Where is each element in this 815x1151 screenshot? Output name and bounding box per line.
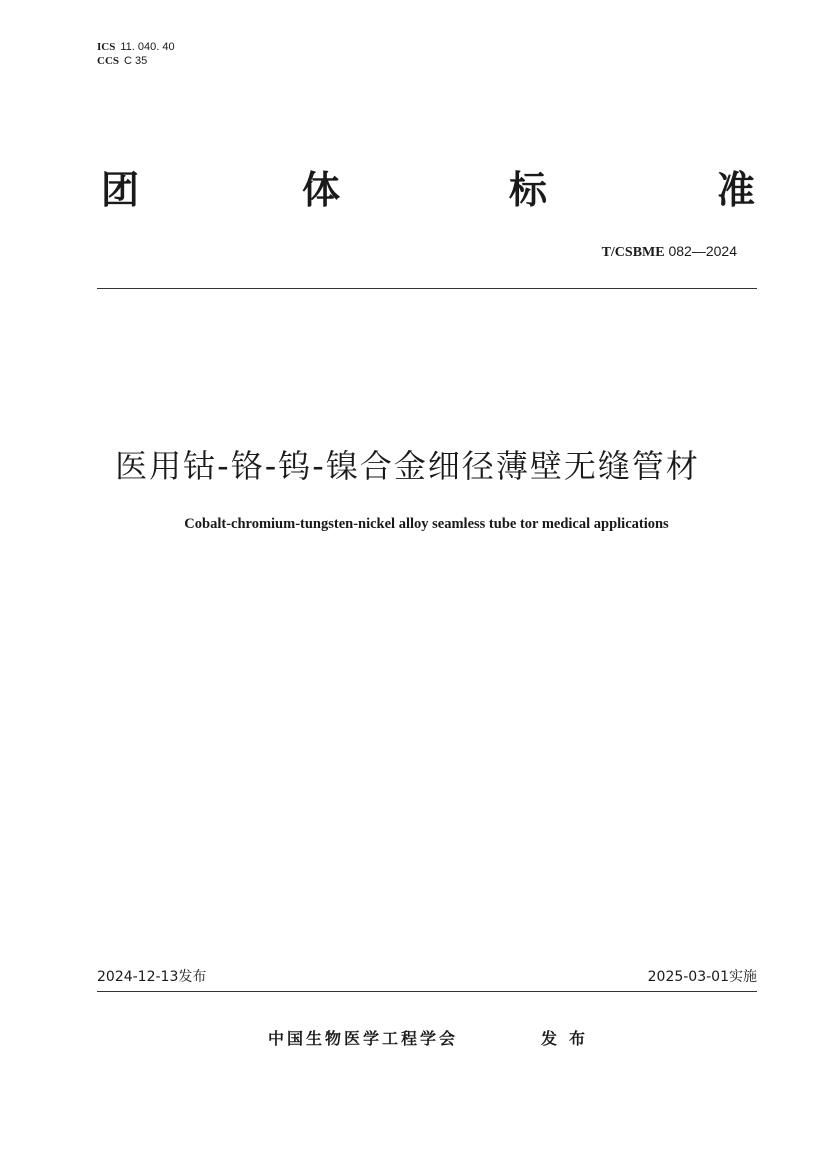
classification-codes — [97, 40, 175, 68]
doc-type-char: 准 — [717, 168, 756, 212]
footer-divider — [97, 991, 757, 992]
publish-action: 发布 — [541, 1029, 598, 1048]
release-date: 2024-12-13发布 — [97, 969, 207, 985]
doc-type-char: 团 — [101, 168, 140, 212]
standard-number: T/CSBME 082—2024 — [601, 243, 737, 260]
document-type-heading — [97, 166, 757, 216]
publisher-name: 中国生物医学工程学会 — [268, 1029, 459, 1048]
ics-code: ICS 11. 040. 40 — [97, 41, 175, 53]
header-divider — [97, 288, 757, 289]
ccs-code: CCS C 35 — [97, 55, 148, 67]
effective-date: 2025-03-01实施 — [647, 969, 757, 985]
title-chinese: 医用钴-铬-钨-镍合金细径薄壁无缝管材 — [115, 447, 700, 485]
title-english: Cobalt-chromium-tungsten-nickel alloy seamless tube tor medical applications — [184, 516, 669, 532]
doc-type-char: 标 — [509, 168, 548, 212]
doc-type-char: 体 — [302, 168, 341, 212]
